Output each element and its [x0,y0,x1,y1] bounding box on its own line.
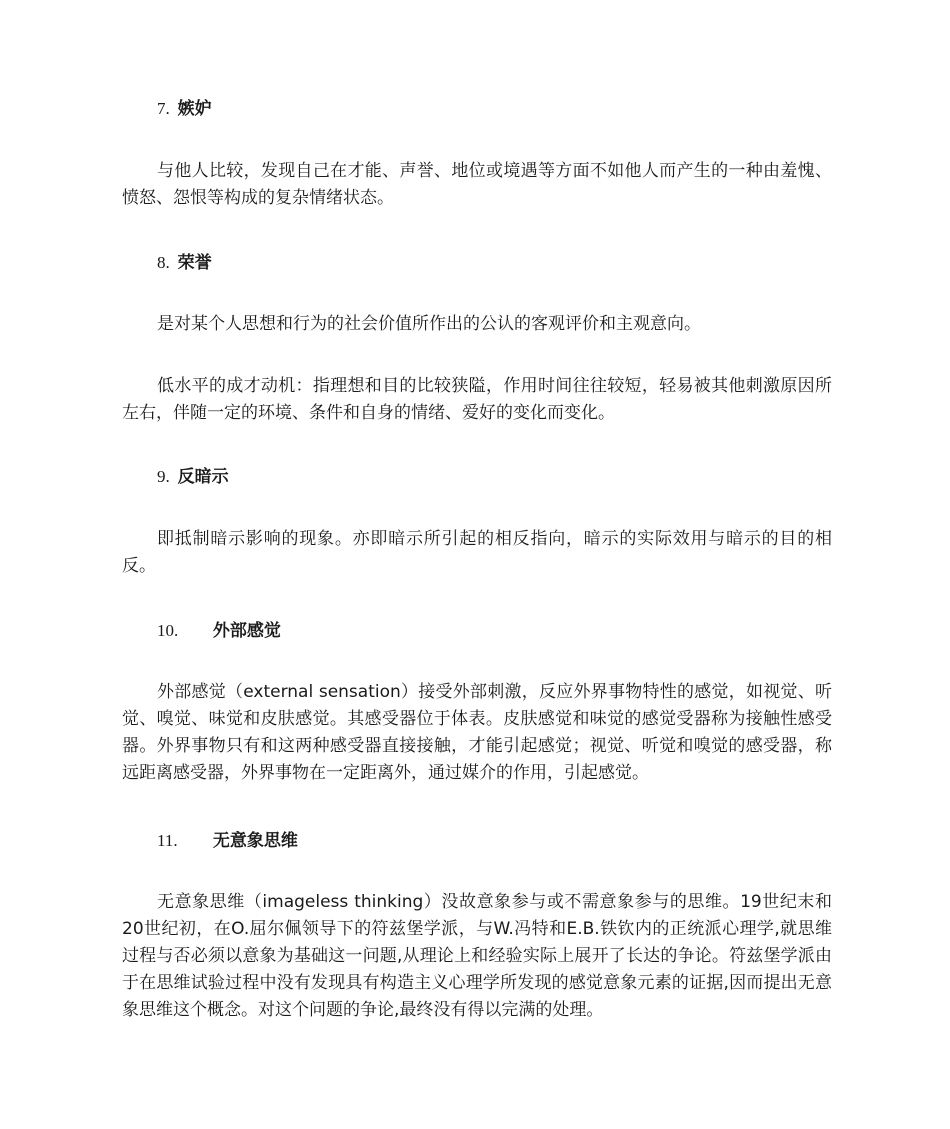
section-heading-10 [157,620,281,642]
section-number: 11. [157,831,178,850]
section-paragraph: 与他人比较，发现自己在才能、声誉、地位或境遇等方面不如他人而产生的一种由羞愧、愤怒、怨恨等构成的复杂情绪状态。 [122,161,832,208]
section-paragraph: 是对某个人思想和行为的社会价值所作出的公认的客观评价和主观意向。 [157,314,701,334]
section-heading-7 [157,98,212,120]
section-paragraph: 外部感觉（external sensation）接受外部刺激，反应外界事物特性的感觉，如视觉、听觉、嗅觉、味觉和皮肤感觉。其感受器位于体表。皮肤感觉和味觉的感觉受器称为接触性感受器。外界事物只有和这两种感受器直接接触，才能引起感觉；视觉、听觉和嗅觉的感受器，称远距离感受器，外界事物在一定距离外，通过媒介的作用，引起感觉。 [122,682,832,783]
section-title: 外部感觉 [212,621,281,641]
section-paragraph: 低水平的成才动机：指理想和目的比较狭隘，作用时间往往较短，轻易被其他刺激原因所左右，伴随一定的环境、条件和自身的情绪、爱好的变化而变化。 [122,376,832,423]
section-heading-11 [157,830,298,852]
section-number: 10. [157,621,179,640]
section-number: 7. [157,99,170,118]
section-title: 反暗示 [177,467,229,487]
section-number: 9. [157,467,170,486]
section-number: 8. [157,253,170,272]
section-title: 嫉妒 [177,99,212,119]
section-title: 荣誉 [177,253,212,273]
section-heading-8 [157,252,212,274]
section-heading-9 [157,466,229,488]
section-title: 无意象思维 [212,831,298,851]
section-paragraph: 即抵制暗示影响的现象。亦即暗示所引起的相反指向，暗示的实际效用与暗示的目的相反。 [122,529,832,576]
section-paragraph: 无意象思维（imageless thinking）没故意象参与或不需意象参与的思维。19世纪末和20世纪初，在O.屈尔佩领导下的符兹堡学派，与W.冯特和E.B.铁钦内的正统派心理学,就思维过程与否必须以意象为基础这一问题,从理论上和经验实际上展开了长达的争论。符兹堡学派由于在思维试验过程中没有发现具有构造主义心理学所发现的感觉意象元素的证据,因而提出无意象思维这个概念。对这个问题的争论,最终没有得以完满的处理。 [122,892,832,1020]
